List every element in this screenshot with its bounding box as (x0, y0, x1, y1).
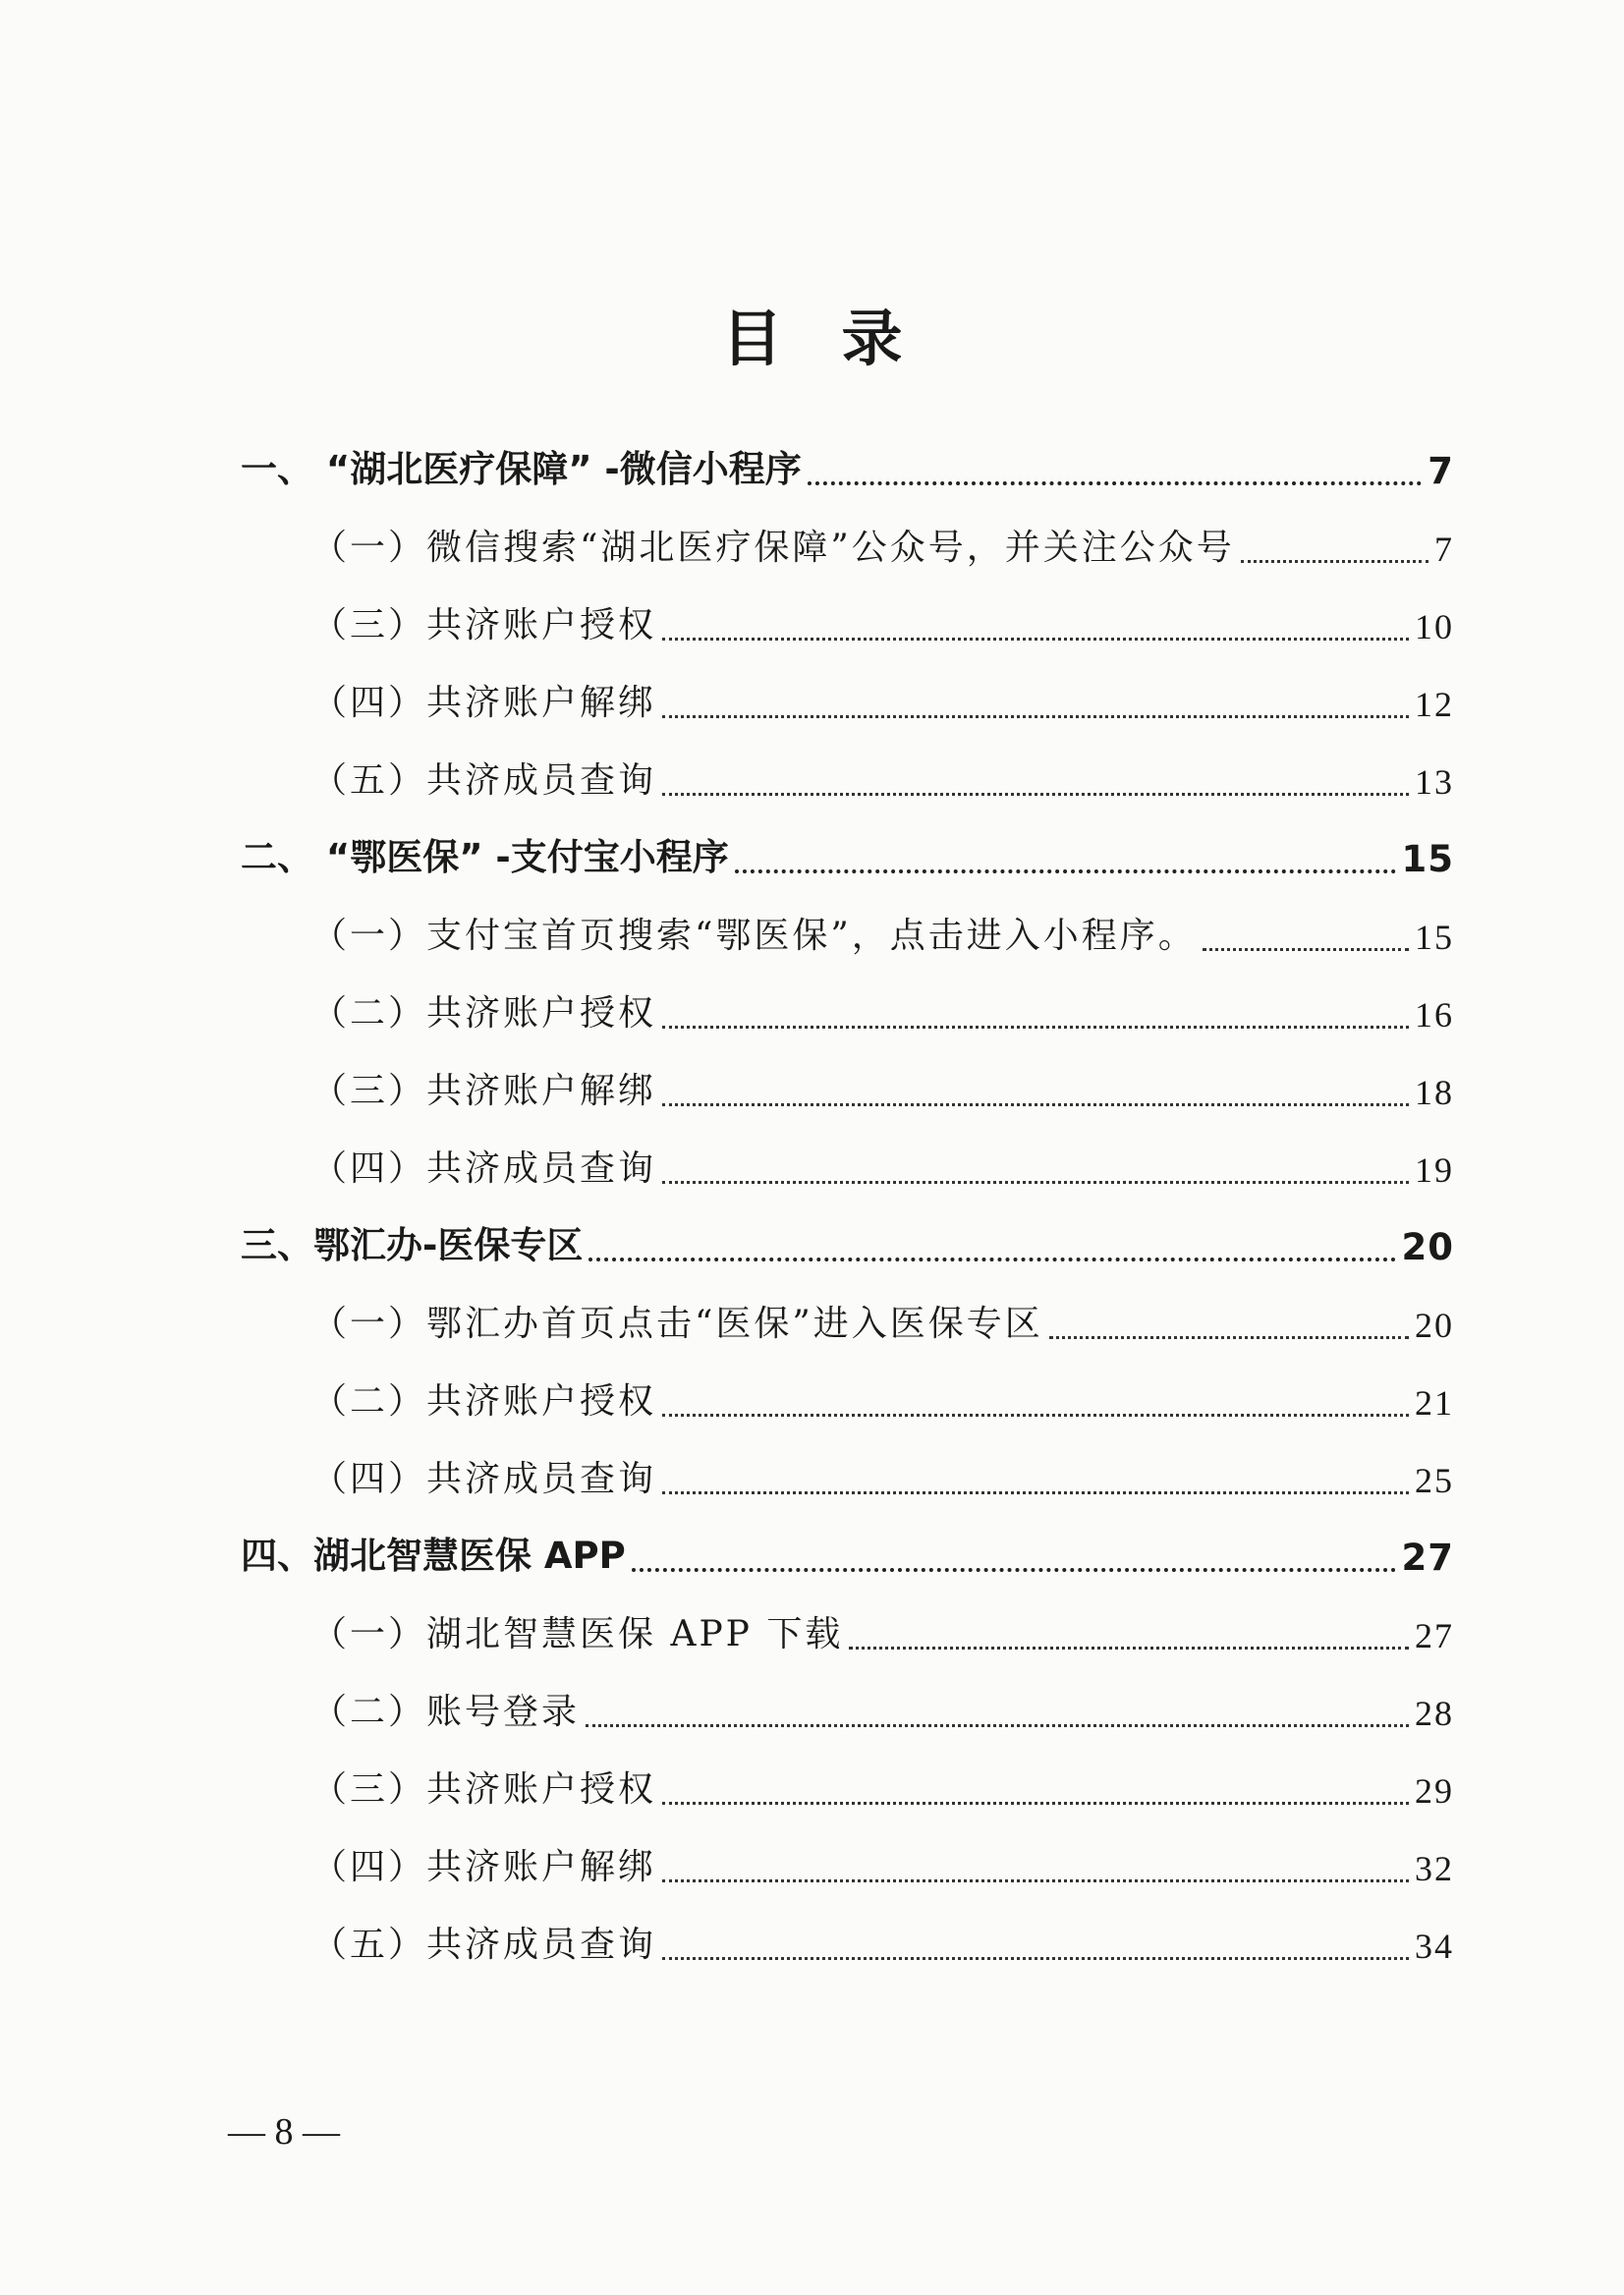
toc-leader-dots (662, 1103, 1409, 1106)
toc-entry-label: （一）湖北智慧医保 APP 下载 (311, 1614, 844, 1654)
toc-entry[interactable] (241, 1280, 1454, 1358)
toc-entry-label: （一）支付宝首页搜索“鄂医保”，点击进入小程序。 (311, 916, 1197, 956)
toc-entry-page: 18 (1415, 1073, 1454, 1112)
toc-leader-dots (662, 1026, 1409, 1029)
toc-entry-page: 29 (1415, 1771, 1454, 1811)
toc-entry-label: 二、 “鄂医保” -支付宝小程序 (241, 836, 729, 878)
toc-entry-page: 27 (1401, 1537, 1454, 1579)
toc-leader-dots (662, 793, 1409, 796)
toc-entry-label: （二）共济账户授权 (311, 993, 657, 1034)
page-number: — 8 — (228, 2111, 340, 2153)
toc-entry-page: 16 (1415, 995, 1454, 1035)
toc-entry[interactable] (241, 1047, 1454, 1125)
toc-leader-dots (1203, 948, 1409, 951)
toc-entry[interactable] (241, 892, 1454, 970)
toc-leader-dots (662, 1957, 1409, 1960)
toc-entry[interactable] (241, 814, 1454, 892)
toc-entry-page: 19 (1415, 1150, 1454, 1190)
toc-entry[interactable] (241, 1358, 1454, 1435)
toc-entry-page: 15 (1401, 838, 1454, 880)
toc-leader-dots (662, 715, 1409, 718)
toc-leader-dots (662, 1879, 1409, 1882)
toc-entry-label: （五）共济成员查询 (311, 1925, 657, 1965)
toc-entry-label: （三）共济账户授权 (311, 605, 657, 645)
toc-entry-label: 四、湖北智慧医保 APP (241, 1535, 626, 1577)
toc-entry-label: （二）账号登录 (311, 1692, 581, 1732)
toc-entry[interactable] (241, 1435, 1454, 1513)
toc-leader-dots (662, 1181, 1409, 1184)
toc-entry[interactable] (241, 1591, 1454, 1668)
toc-leader-dots (586, 1724, 1409, 1727)
toc-entry[interactable] (241, 426, 1454, 504)
toc-entry-label: （三）共济账户解绑 (311, 1071, 657, 1111)
toc-leader-dots (849, 1647, 1409, 1650)
toc-entry-label: （四）共济账户解绑 (311, 683, 657, 723)
toc-entry-page: 10 (1415, 607, 1454, 646)
table-of-contents (241, 426, 1454, 1979)
toc-leader-dots (1049, 1336, 1409, 1339)
toc-entry-label: 一、 “湖北医疗保障” -微信小程序 (241, 448, 802, 490)
toc-entry-label: （一）鄂汇办首页点击“医保”进入医保专区 (311, 1304, 1043, 1344)
toc-entry[interactable] (241, 582, 1454, 659)
toc-entry[interactable] (241, 1668, 1454, 1746)
toc-entry[interactable] (241, 1203, 1454, 1280)
toc-entry-label: （四）共济账户解绑 (311, 1847, 657, 1887)
toc-entry-page: 25 (1415, 1461, 1454, 1500)
toc-leader-dots (588, 1258, 1395, 1261)
toc-entry-label: （四）共济成员查询 (311, 1459, 657, 1499)
toc-entry-label: （三）共济账户授权 (311, 1769, 657, 1810)
toc-entry[interactable] (241, 737, 1454, 814)
toc-leader-dots (662, 1802, 1409, 1805)
toc-entry-page: 20 (1415, 1306, 1454, 1345)
toc-entry-page: 21 (1415, 1383, 1454, 1423)
toc-leader-dots (735, 869, 1396, 873)
toc-leader-dots (808, 481, 1422, 485)
toc-entry-page: 27 (1415, 1616, 1454, 1655)
toc-entry[interactable] (241, 1513, 1454, 1591)
toc-leader-dots (1241, 560, 1428, 563)
toc-entry[interactable] (241, 970, 1454, 1047)
toc-entry-label: 三、鄂汇办-医保专区 (241, 1224, 584, 1266)
toc-entry-page: 28 (1415, 1694, 1454, 1733)
toc-entry-page: 32 (1415, 1849, 1454, 1888)
toc-entry-page: 34 (1415, 1927, 1454, 1966)
toc-leader-dots (662, 1491, 1409, 1494)
toc-entry-page: 7 (1428, 450, 1454, 492)
toc-entry-page: 12 (1415, 685, 1454, 724)
toc-entry-label: （四）共济成员查询 (311, 1148, 657, 1189)
toc-entry[interactable] (241, 659, 1454, 737)
toc-entry[interactable] (241, 1125, 1454, 1203)
toc-entry-label: （一）微信搜索“湖北医疗保障”公众号，并关注公众号 (311, 528, 1235, 568)
toc-entry-label: （二）共济账户授权 (311, 1381, 657, 1422)
toc-entry-label: （五）共济成员查询 (311, 760, 657, 801)
toc-entry-page: 7 (1434, 530, 1454, 569)
toc-entry-page: 13 (1415, 762, 1454, 802)
toc-leader-dots (662, 1414, 1409, 1417)
toc-entry-page: 15 (1415, 918, 1454, 957)
toc-leader-dots (662, 638, 1409, 641)
toc-entry[interactable] (241, 504, 1454, 582)
toc-entry[interactable] (241, 1746, 1454, 1823)
page-title: 目录 (721, 303, 962, 374)
toc-leader-dots (632, 1568, 1396, 1572)
toc-entry[interactable] (241, 1901, 1454, 1979)
toc-entry-page: 20 (1401, 1226, 1454, 1268)
toc-entry[interactable] (241, 1823, 1454, 1901)
